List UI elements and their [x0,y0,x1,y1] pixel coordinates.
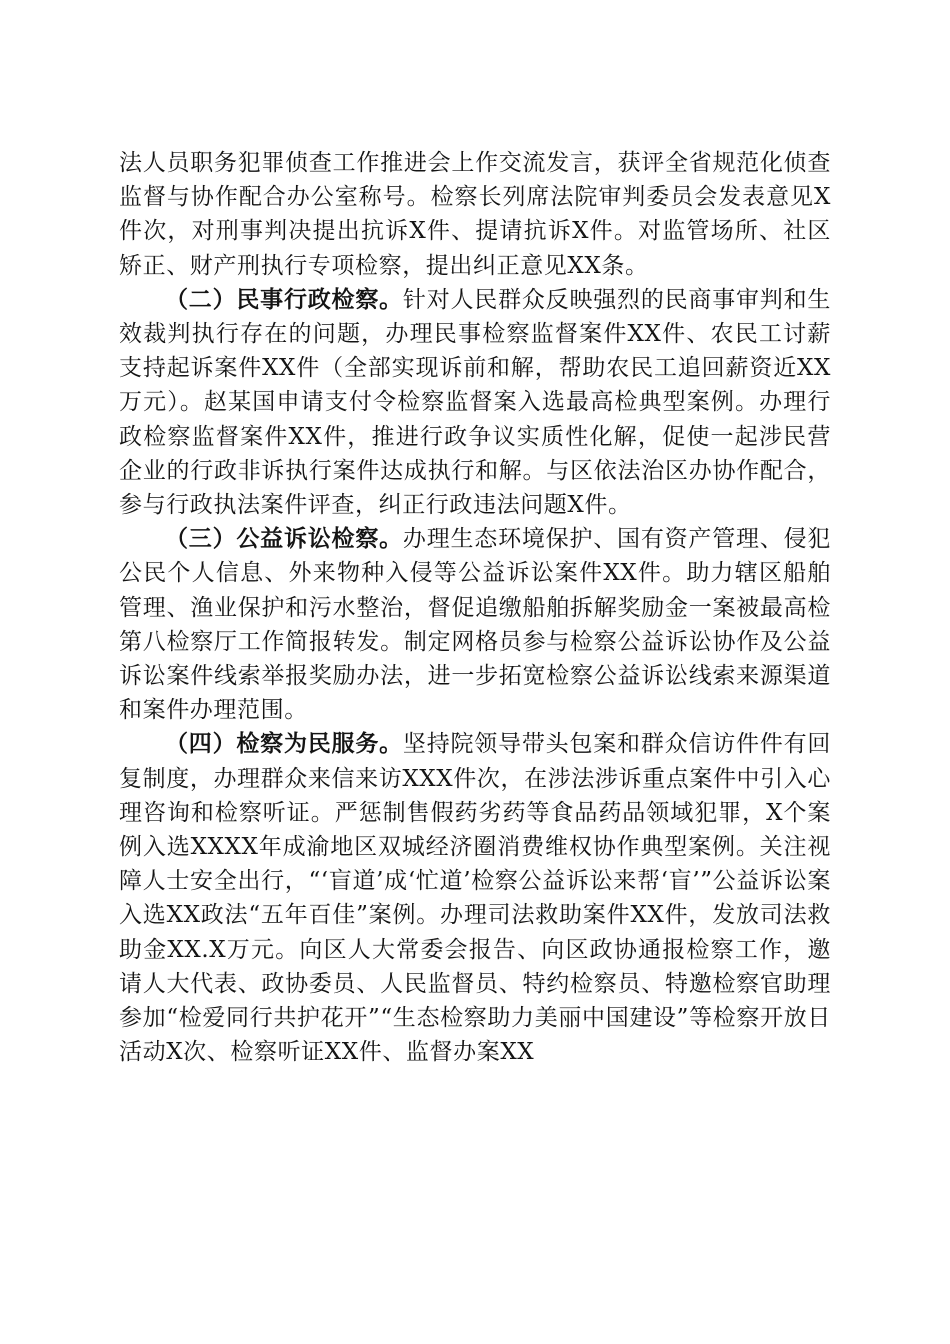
paragraph-text: 法人员职务犯罪侦查工作推进会上作交流发言，获评全省规范化侦查监督与协作配合办公室称号。检察长列席法院审判委员会发表意见X件次，对刑事判决提出抗诉X件、提请抗诉X件。对监管场所、社区矫正、财产刑执行专项检察，提出纠正意见XX条。 [119,150,831,279]
section-heading: （二）民事行政检察。 [165,285,403,313]
paragraph-civil-administrative [119,283,831,522]
paragraph-public-service [119,727,831,1069]
paragraph-public-interest [119,522,831,727]
body-text [119,146,831,1069]
paragraph-text: 针对人民群众反映强烈的民商事审判和生效裁判执行存在的问题，办理民事检察监督案件XX件、农民工讨薪支持起诉案件XX件（全部实现诉前和解，帮助农民工追回薪资近XX万元）。赵某国申请支付令检察监督案入选最高检典型案例。办理行政检察监督案件XX件，推进行政争议实质性化解，促使一起涉民营企业的行政非诉执行案件达成执行和解。与区依法治区办协作配合，参与行政执法案件评查，纠正行政违法问题X件。 [119,286,831,519]
section-heading: （四）检察为民服务。 [165,730,403,758]
section-heading: （三）公益诉讼检察。 [165,525,403,553]
paragraph-continuation [119,146,831,283]
paragraph-text: 坚持院领导带头包案和群众信访件件有回复制度，办理群众来信来访XXX件次，在涉法涉诉重点案件中引入心理咨询和检察听证。严惩制售假药劣药等食品药品领域犯罪，X个案例入选XXXX年成渝地区双城经济圈消费维权协作典型案例。关注视障人士安全出行，“‘盲道’成‘忙道’检察公益诉讼来帮‘盲’”公益诉讼案入选XX政法“五年百佳”案例。办理司法救助案件XX件，发放司法救助金XX.X万元。向区人大常委会报告、向区政协通报检察工作，邀请人大代表、政协委员、人民监督员、特约检察员、特邀检察官助理参加“检爱同行共护花开”“生态检察助力美丽中国建设”等检察开放日活动X次、检察听证XX件、监督办案XX [119,731,831,1066]
paragraph-text: 办理生态环境保护、国有资产管理、侵犯公民个人信息、外来物种入侵等公益诉讼案件XX件。助力辖区船舶管理、渔业保护和污水整治，督促追缴船舶拆解奖励金一案被最高检第八检察厅工作简报转发。制定网格员参与检察公益诉讼协作及公益诉讼案件线索举报奖励办法，进一步拓宽检察公益诉讼线索来源渠道和案件办理范围。 [119,526,831,724]
